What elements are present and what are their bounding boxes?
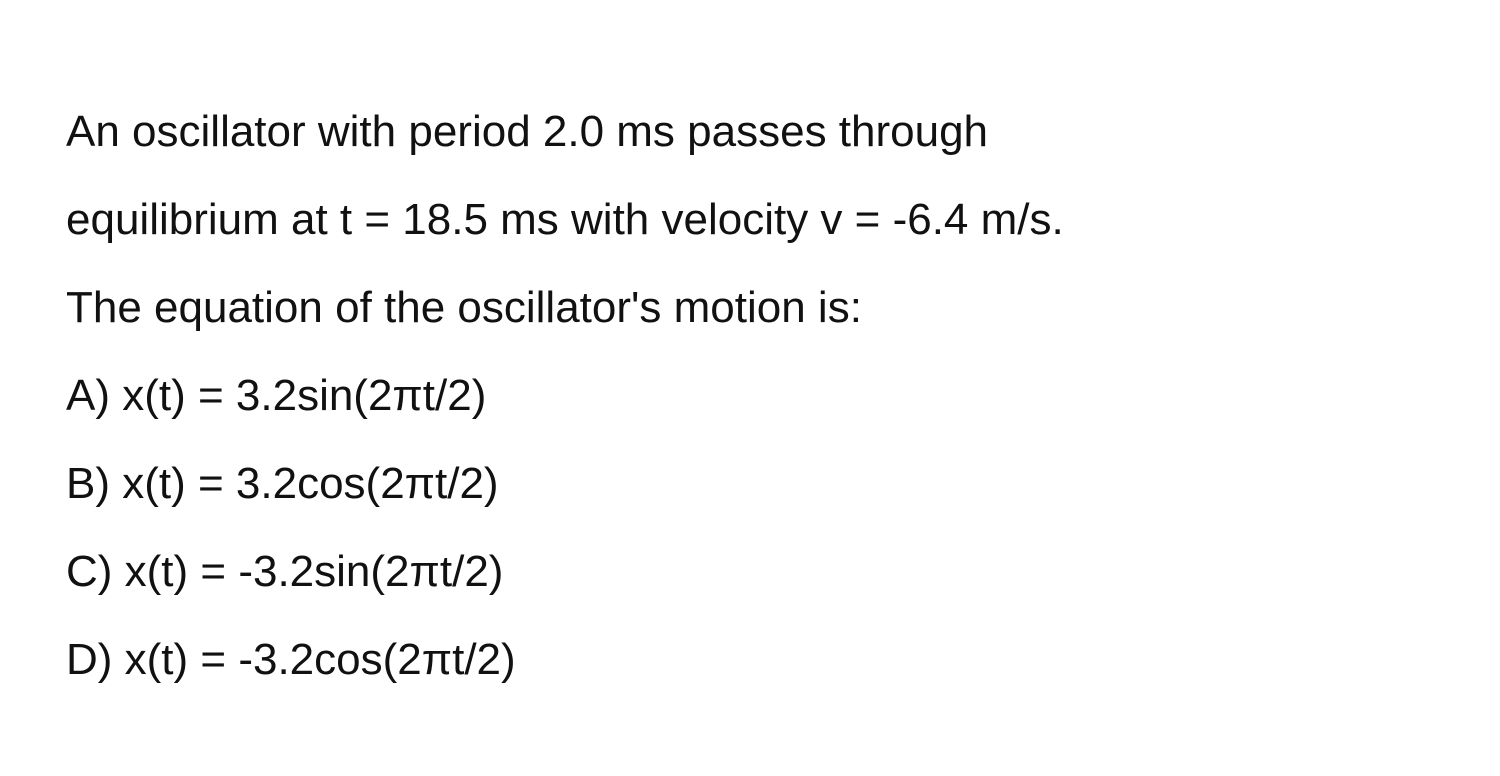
question-line-3: The equation of the oscillator's motion is: bbox=[66, 283, 862, 332]
question-block bbox=[66, 88, 1476, 704]
option-c: C) x(t) = -3.2sin(2πt/2) bbox=[66, 547, 504, 596]
option-d: D) x(t) = -3.2cos(2πt/2) bbox=[66, 635, 516, 684]
option-b: B) x(t) = 3.2cos(2πt/2) bbox=[66, 459, 499, 508]
option-a: A) x(t) = 3.2sin(2πt/2) bbox=[66, 371, 487, 420]
question-line-2: equilibrium at t = 18.5 ms with velocity v = -6.4 m/s. bbox=[66, 195, 1064, 244]
question-line-1: An oscillator with period 2.0 ms passes through bbox=[66, 107, 989, 156]
